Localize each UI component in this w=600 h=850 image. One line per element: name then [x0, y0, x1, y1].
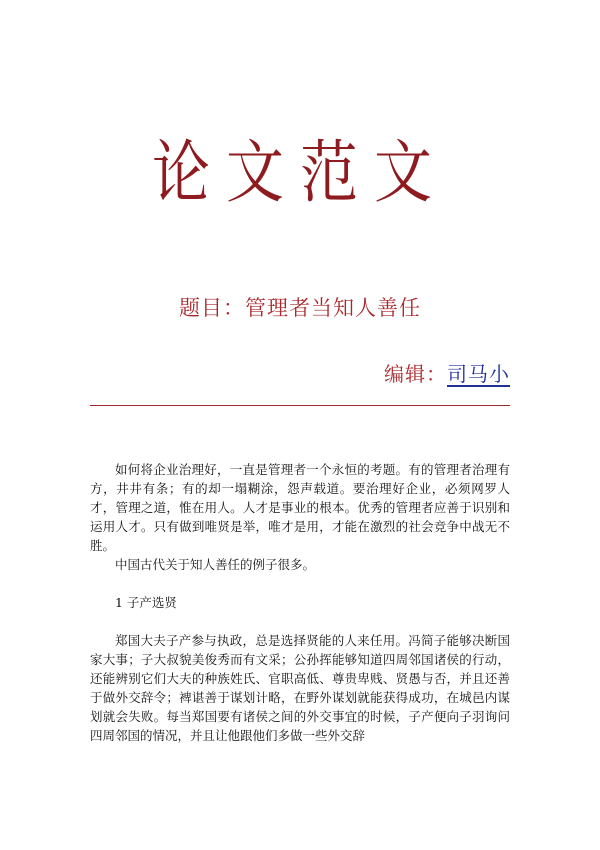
main-title: 论文范文: [151, 132, 448, 213]
body-text: [90, 460, 510, 745]
paragraph: 郑国大夫子产参与执政，总是选择贤能的人来任用。冯简子能够决断国家大事；子大叔貌美俊秀而有文采；公孙挥能够知道四周邻国诸侯的行动，还能辨别它们大夫的种族姓氏、官职高低、尊贵卑贱、贤愚与否，并且还善于做外交辞令；裨谌善于谋划计略，在野外谋划就能获得成功，在城邑内谋划就会失败。每当郑国要有诸侯之间的外交事宜的时候，子产便向子羽询问四周邻国的情况，并且让他跟他们多做一些外交辞: [90, 633, 510, 743]
subject-line: [0, 292, 600, 322]
paragraph: 如何将企业治理好，一直是管理者一个永恒的考题。有的管理者治理有方，井井有条；有的却一塌糊涂，怨声载道。要治理好企业，必须网罗人才，管理之道，惟在用人。人才是事业的根本。优秀的管理者应善于识别和运用人才。只有做到唯贤是举，唯才是用，才能在激烈的社会竞争中战无不胜。: [90, 462, 510, 553]
title-divider: [90, 405, 510, 406]
subject-text: 管理者当知人善任: [245, 296, 421, 320]
section-heading: 1 子产选贤: [115, 595, 177, 610]
editor-label: 编辑：: [384, 362, 447, 386]
editor-line: [384, 358, 510, 387]
editor-name-link[interactable]: 司马小: [447, 362, 510, 386]
subject-label: 题目：: [179, 296, 245, 320]
paragraph: 中国古代关于知人善任的例子很多。: [115, 557, 316, 572]
